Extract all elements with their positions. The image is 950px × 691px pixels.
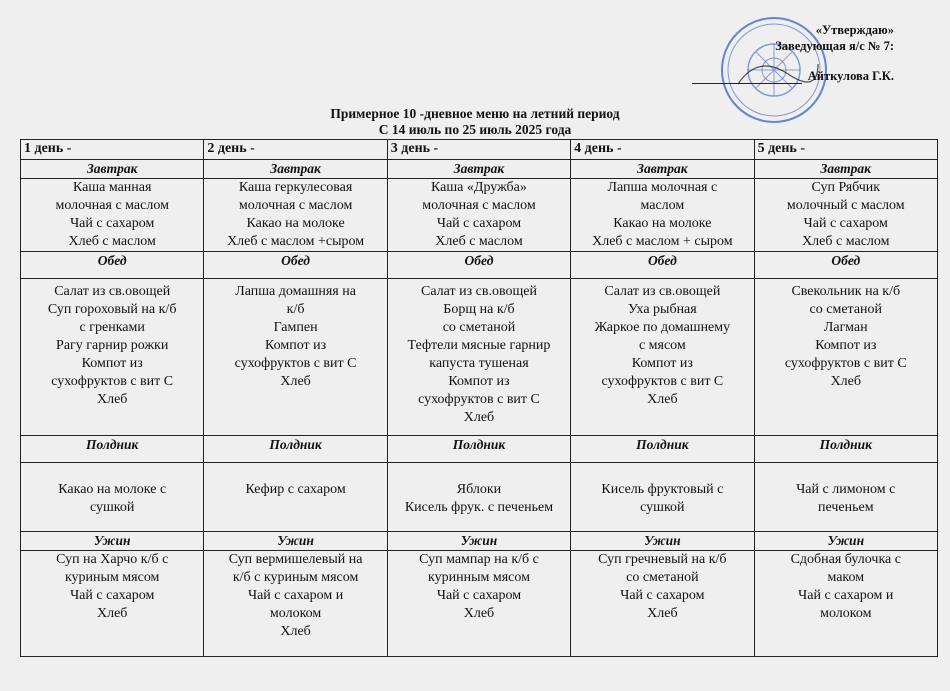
approval-line1: «Утверждаю» xyxy=(815,23,894,37)
breakfast-label-row xyxy=(21,160,938,179)
menu-item-line: Суп на Харчо к/б с xyxy=(56,552,169,567)
menu-item-line: сухофруктов с вит С xyxy=(784,356,907,371)
menu-item-line: Хлеб xyxy=(280,374,311,389)
menu-item-line: Хлеб с маслом xyxy=(802,234,890,249)
menu-item-line: Хлеб с маслом xyxy=(435,234,523,249)
meal-label: Полдник xyxy=(21,436,204,463)
menu-item-line: сушкой xyxy=(640,500,685,515)
approval-block xyxy=(692,22,894,84)
menu-cell xyxy=(571,463,754,532)
day-header: 1 день - xyxy=(21,140,204,160)
menu-cell xyxy=(204,463,387,532)
menu-item-line: Каша геркулесовая xyxy=(238,180,353,195)
meal-label: Обед xyxy=(204,252,387,279)
menu-item-line: сушкой xyxy=(89,500,135,515)
menu-item-line: Какао на молоке xyxy=(613,216,712,231)
menu-item-line: Чай с сахаром xyxy=(436,216,522,231)
meal-label: Обед xyxy=(21,252,204,279)
meal-label: Полдник xyxy=(571,436,754,463)
meal-label: Ужин xyxy=(21,532,204,551)
menu-item-line: Хлеб xyxy=(96,392,128,407)
menu-item-line: с мясом xyxy=(638,338,686,353)
menu-item-line: Хлеб xyxy=(647,392,678,407)
dinner-row xyxy=(21,551,938,657)
lunch-row xyxy=(21,279,938,436)
day-header: 3 день - xyxy=(387,140,570,160)
menu-item-line: Хлеб xyxy=(96,606,128,621)
menu-item-line: куринным мясом xyxy=(428,570,530,585)
day-header: 2 день - xyxy=(204,140,387,160)
menu-item-line: Чай с сахаром xyxy=(70,216,155,231)
menu-item-line: Суп Рябчик xyxy=(811,180,881,195)
menu-item-line: Чай с сахаром и xyxy=(247,588,344,603)
menu-cell xyxy=(754,463,937,532)
menu-item-line: Какао на молоке xyxy=(246,216,345,231)
signature-line xyxy=(692,83,802,84)
meal-label: Полдник xyxy=(387,436,570,463)
meal-label: Ужин xyxy=(204,532,387,551)
menu-item-line: Тефтели мясные гарнир xyxy=(407,338,551,353)
menu-item-line: со сметаной xyxy=(442,320,516,335)
menu-cell xyxy=(21,279,204,436)
menu-item-line: Жаркое по домашнему xyxy=(594,320,731,335)
menu-item-line: Каша «Дружба» xyxy=(431,180,527,195)
menu-item-line: Хлеб с маслом + сыром xyxy=(592,234,733,249)
menu-item-line: со сметаной xyxy=(809,302,883,317)
menu-cell xyxy=(204,551,387,657)
menu-cell xyxy=(754,179,937,252)
menu-cell xyxy=(571,179,754,252)
menu-item-line: молоком xyxy=(820,606,872,621)
menu-item-line: Хлеб xyxy=(463,410,495,425)
menu-item-line: Хлеб xyxy=(463,606,495,621)
menu-item-line: Суп вермишелевый на xyxy=(228,552,363,567)
menu-item-line: Лагман xyxy=(823,320,868,335)
menu-item-line: сухофруктов с вит С xyxy=(234,356,357,371)
menu-item-line: молочный с маслом xyxy=(786,198,905,213)
menu-cell xyxy=(571,551,754,657)
menu-item-line: Лапша молочная с xyxy=(607,180,718,195)
lunch-label-row xyxy=(21,252,938,279)
menu-item-line: печеньем xyxy=(818,500,874,515)
menu-item-line: Рагу гарнир рожки xyxy=(56,338,169,353)
menu-item-line: маком xyxy=(827,570,865,585)
signature-row xyxy=(692,68,894,84)
meal-label: Обед xyxy=(571,252,754,279)
menu-cell xyxy=(571,279,754,436)
menu-cell xyxy=(21,551,204,657)
menu-item-line: Хлеб xyxy=(647,606,678,621)
day-header: 5 день - xyxy=(754,140,937,160)
menu-item-line: Суп гороховый на к/б xyxy=(47,302,177,317)
signatory-name: Айткулова Г.К. xyxy=(807,69,894,83)
title-line2: С 14 июль по 25 июль 2025 года xyxy=(378,122,572,137)
menu-cell xyxy=(204,179,387,252)
menu-item-line: Чай с сахаром и xyxy=(798,588,894,603)
meal-label: Завтрак xyxy=(571,160,754,179)
menu-item-line: маслом xyxy=(640,198,685,213)
menu-item-line: Компот из xyxy=(631,356,693,371)
meal-label: Завтрак xyxy=(754,160,937,179)
meal-label: Ужин xyxy=(387,532,570,551)
meal-label: Завтрак xyxy=(387,160,570,179)
menu-item-line: Свекольник на к/б xyxy=(791,284,901,299)
menu-item-line: Компот из xyxy=(448,374,510,389)
menu-item-line: Кисель фруктовый с xyxy=(601,482,724,497)
menu-item-line: Салат из св.овощей xyxy=(54,284,171,299)
menu-item-line: Хлеб с маслом xyxy=(68,234,156,249)
menu-item-line: молочная с маслом xyxy=(55,198,169,213)
menu-item-line: куриным мясом xyxy=(64,570,160,585)
menu-item-line: Суп гречневый на к/б xyxy=(598,552,727,567)
menu-item-line: со сметаной xyxy=(626,570,699,585)
menu-item-line: Кисель фрук. с печеньем xyxy=(404,500,554,515)
menu-item-line: Гампен xyxy=(273,320,318,335)
menu-cell xyxy=(754,279,937,436)
menu-item-line: Хлеб xyxy=(830,374,861,389)
menu-item-line: Чай с сахаром xyxy=(70,588,155,603)
menu-item-line: Салат из св.овощей xyxy=(604,284,721,299)
menu-cell xyxy=(21,463,204,532)
menu-item-line: молоком xyxy=(269,606,322,621)
menu-cell xyxy=(387,551,570,657)
menu-item-line: Каша манная xyxy=(72,180,152,195)
menu-item-line: Чай с сахаром xyxy=(620,588,705,603)
menu-item-line: к/б с куриным мясом xyxy=(232,570,359,585)
days-row xyxy=(21,140,938,160)
meal-label: Ужин xyxy=(571,532,754,551)
meal-label: Ужин xyxy=(754,532,937,551)
menu-item-line: Компот из xyxy=(264,338,327,353)
page-title xyxy=(0,106,950,138)
menu-cell xyxy=(204,279,387,436)
menu-cell xyxy=(387,463,570,532)
meal-label: Обед xyxy=(387,252,570,279)
menu-item-line: Чай с лимоном с xyxy=(796,482,896,497)
menu-item-line: к/б xyxy=(286,302,305,317)
menu-table xyxy=(20,139,938,657)
dinner-label-row xyxy=(21,532,938,551)
menu-item-line: с гренками xyxy=(79,320,145,335)
snack-label-row xyxy=(21,436,938,463)
menu-item-line: молочная с маслом xyxy=(238,198,353,213)
meal-label: Завтрак xyxy=(204,160,387,179)
menu-cell xyxy=(754,551,937,657)
menu-item-line: Салат из св.овощей xyxy=(420,284,537,299)
meal-label: Обед xyxy=(754,252,937,279)
approval-line2: Заведующая я/с № 7: xyxy=(775,39,894,53)
menu-item-line: Кефир с сахаром xyxy=(245,482,346,497)
menu-cell xyxy=(21,179,204,252)
menu-item-line: Лапша домашняя на xyxy=(235,284,356,299)
meal-label: Полдник xyxy=(754,436,937,463)
menu-item-line: Яблоки xyxy=(456,482,502,497)
menu-cell xyxy=(387,179,570,252)
title-line1: Примерное 10 -дневное меню на летний период xyxy=(330,106,620,121)
snack-row xyxy=(21,463,938,532)
menu-item-line: сухофруктов с вит С xyxy=(51,374,174,389)
day-header: 4 день - xyxy=(571,140,754,160)
menu-item-line: Борщ на к/б xyxy=(443,302,515,317)
menu-item-line: сухофруктов с вит С xyxy=(601,374,724,389)
menu-item-line: капуста тушеная xyxy=(429,356,529,371)
menu-item-line: Хлеб xyxy=(280,624,311,639)
menu-item-line: Компот из xyxy=(81,356,143,371)
menu-item-line: Чай с сахаром xyxy=(803,216,888,231)
menu-item-line: Уха рыбная xyxy=(628,302,697,317)
menu-item-line: Компот из xyxy=(815,338,877,353)
meal-label: Завтрак xyxy=(21,160,204,179)
menu-item-line: Суп мампар на к/б с xyxy=(419,552,539,567)
menu-item-line: сухофруктов с вит С xyxy=(418,392,540,407)
meal-label: Полдник xyxy=(204,436,387,463)
menu-item-line: Хлеб с маслом +сыром xyxy=(227,234,365,249)
breakfast-row xyxy=(21,179,938,252)
menu-cell xyxy=(387,279,570,436)
menu-item-line: Какао на молоке с xyxy=(58,482,167,497)
menu-item-line: молочная с маслом xyxy=(422,198,536,213)
menu-item-line: Чай с сахаром xyxy=(436,588,522,603)
menu-item-line: Сдобная булочка с xyxy=(790,552,901,567)
